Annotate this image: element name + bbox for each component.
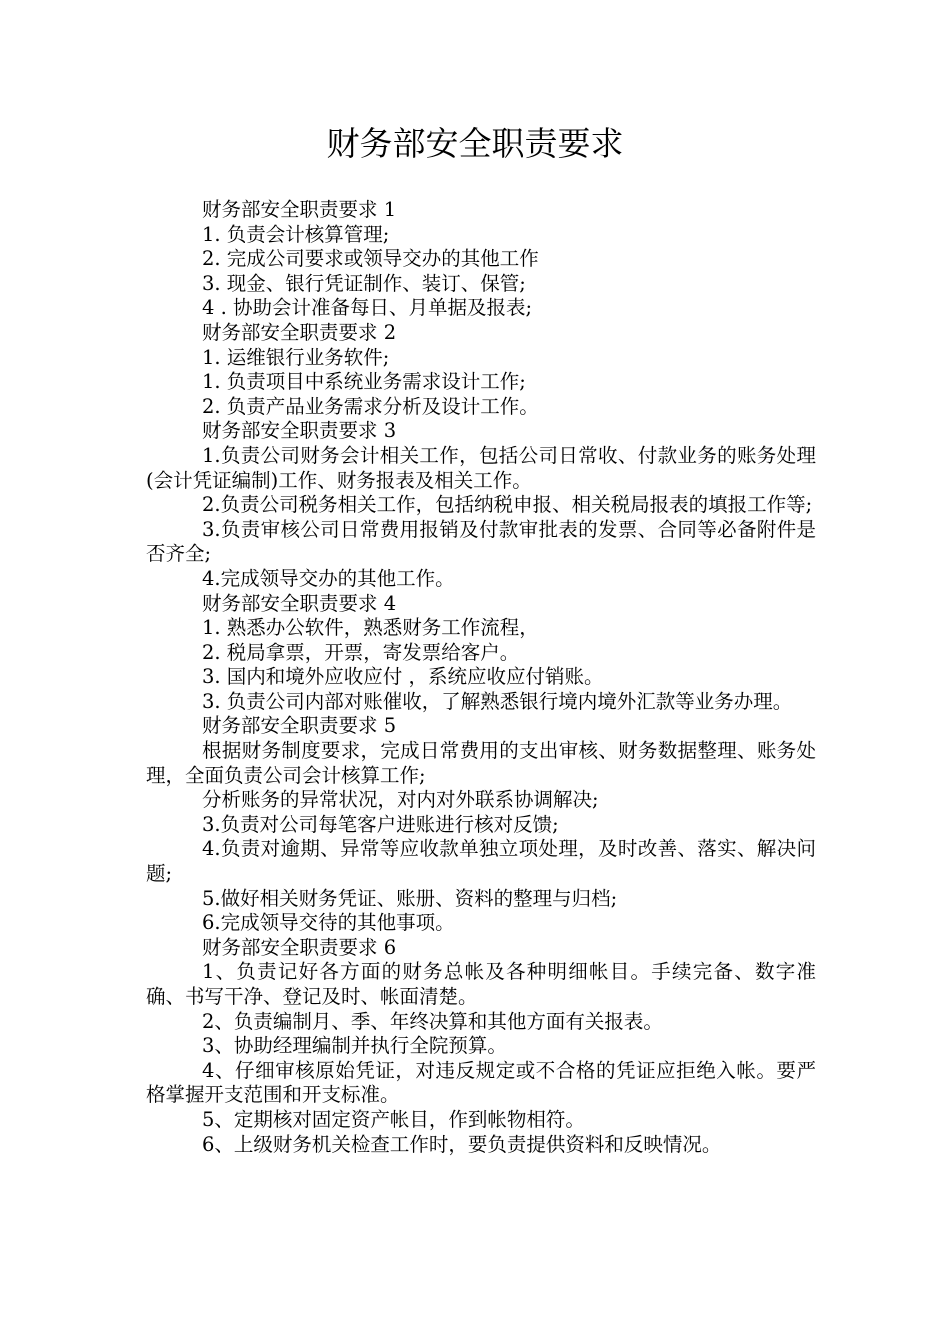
paragraph: 3.负责审核公司日常费用报销及付款审批表的发票、合同等必备附件是否齐全; xyxy=(146,517,816,566)
paragraph: 1、负责记好各方面的财务总帐及各种明细帐目。手续完备、数字准确、书写干净、登记及时、帐面清楚。 xyxy=(146,960,816,1008)
paragraph: 4.完成领导交办的其他工作。 xyxy=(202,566,455,590)
paragraph: 1. 负责项目中系统业务需求设计工作; xyxy=(202,370,526,394)
paragraph: 分析账务的异常状况，对内对外联系协调解决; xyxy=(202,788,599,812)
paragraph: 2、负责编制月、季、年终决算和其他方面有关报表。 xyxy=(202,1009,663,1033)
paragraph: 2. 完成公司要求或领导交办的其他工作 xyxy=(202,247,539,271)
paragraph: 3. 国内和境外应收应付 ，系统应收应付销账。 xyxy=(202,665,604,689)
paragraph: 3、协助经理编制并执行全院预算。 xyxy=(202,1034,507,1058)
paragraph: 2. 税局拿票，开票，寄发票给客户。 xyxy=(202,640,520,664)
paragraph: 4 . 协助会计准备每日、月单据及报表; xyxy=(202,296,533,320)
paragraph: 根据财务制度要求，完成日常费用的支出审核、财务数据整理、账务处理，全面负责公司会计核算工作; xyxy=(146,739,816,787)
paragraph: 1. 熟悉办公软件，熟悉财务工作流程， xyxy=(202,616,539,640)
paragraph: 4、仔细审核原始凭证，对违反规定或不合格的凭证应拒绝入帐。要严格掌握开支范围和开支标准。 xyxy=(146,1058,816,1107)
paragraph: 5、定期核对固定资产帐目，作到帐物相符。 xyxy=(202,1107,585,1131)
paragraph: 财务部安全职责要求 6 xyxy=(202,935,397,959)
paragraph: 6、上级财务机关检查工作时，要负责提供资料和反映情况。 xyxy=(202,1132,722,1156)
paragraph: 3.负责对公司每笔客户进账进行核对反馈; xyxy=(202,812,559,836)
paragraph: 1. 负责会计核算管理; xyxy=(202,222,390,246)
paragraph: 3. 负责公司内部对账催收，了解熟悉银行境内境外汇款等业务办理。 xyxy=(202,689,793,713)
paragraph: 4.负责对逾期、异常等应收款单独立项处理，及时改善、落实、解决问题; xyxy=(146,837,816,886)
paragraph: 1.负责公司财务会计相关工作，包括公司日常收、付款业务的账务处理(会计凭证编制)工作、财务报表及相关工作。 xyxy=(146,443,816,492)
paragraph: 2. 负责产品业务需求分析及设计工作。 xyxy=(202,394,539,418)
paragraph: 5.做好相关财务凭证、账册、资料的整理与归档; xyxy=(202,886,618,910)
paragraph: 财务部安全职责要求 1 xyxy=(202,198,397,221)
document-title: 财务部安全职责要求 xyxy=(326,124,624,163)
paragraph: 3. 现金、银行凭证制作、装订、保管; xyxy=(202,271,526,295)
paragraph: 1. 运维银行业务软件; xyxy=(202,345,390,369)
paragraph: 财务部安全职责要求 5 xyxy=(202,714,397,738)
paragraph: 6.完成领导交待的其他事项。 xyxy=(202,911,455,935)
paragraph: 2.负责公司税务相关工作，包括纳税申报、相关税局报表的填报工作等; xyxy=(202,493,813,517)
paragraph: 财务部安全职责要求 2 xyxy=(202,320,397,344)
document-body xyxy=(146,198,816,1157)
paragraph: 财务部安全职责要求 3 xyxy=(202,419,397,443)
paragraph: 财务部安全职责要求 4 xyxy=(202,591,397,615)
